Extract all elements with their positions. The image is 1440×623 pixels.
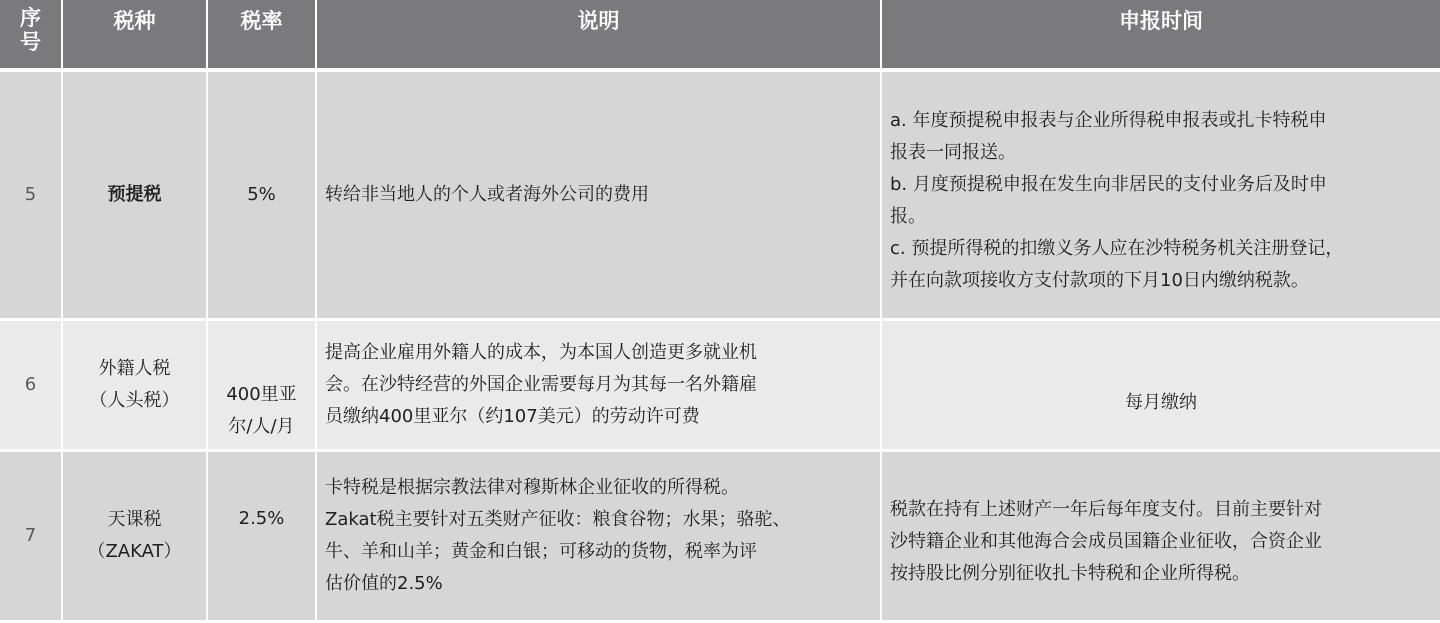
row-index: 5 bbox=[0, 70, 62, 319]
description-line: 估价值的2.5% bbox=[325, 572, 443, 594]
row-tax-type bbox=[62, 450, 207, 621]
table-row bbox=[0, 70, 1440, 319]
filing-time-line: 并在向款项接收方支付款项的下月10日内缴纳税款。 bbox=[890, 269, 1309, 291]
description-line: 员缴纳400里亚尔（约107美元）的劳动许可费 bbox=[325, 405, 700, 427]
table-row bbox=[0, 319, 1440, 450]
row-filing-time bbox=[881, 70, 1440, 319]
row-description bbox=[316, 450, 881, 621]
row-filing-time: 每月缴纳 bbox=[881, 319, 1440, 450]
filing-time-line: 沙特籍企业和其他海合会成员国籍企业征收，合资企业 bbox=[890, 531, 1322, 552]
row-index: 6 bbox=[0, 319, 62, 450]
row-description bbox=[316, 319, 881, 450]
header-description: 说明 bbox=[316, 0, 881, 70]
description-line: 提高企业雇用外籍人的成本，为本国人创造更多就业机 bbox=[325, 341, 757, 363]
description-line: Zakat税主要针对五类财产征收：粮食谷物；水果；骆驼、 bbox=[325, 508, 791, 530]
rate-line: 400里亚 bbox=[226, 383, 297, 405]
tax-type-line: 天课税 bbox=[107, 508, 162, 530]
row-index: 7 bbox=[0, 450, 62, 621]
filing-time-line: b. 月度预提税申报在发生向非居民的支付业务后及时申 bbox=[890, 173, 1327, 195]
header-index: 序号 bbox=[0, 0, 62, 70]
filing-time-line: c. 预提所得税的扣缴义务人应在沙特税务机关注册登记， bbox=[890, 237, 1344, 259]
filing-time-line: 按持股比例分别征收扎卡特税和企业所得税。 bbox=[890, 563, 1250, 584]
description-line: 牛、羊和山羊；黄金和白银；可移动的货物，税率为评 bbox=[325, 540, 757, 562]
description-line: 卡特税是根据宗教法律对穆斯林企业征收的所得税。 bbox=[325, 476, 739, 498]
filing-time-line: 报。 bbox=[890, 205, 926, 227]
description-line: 会。在沙特经营的外国企业需要每月为其每一名外籍雇 bbox=[325, 373, 757, 395]
row-rate: 2.5% bbox=[207, 450, 316, 621]
tax-type-line: （ZAKAT） bbox=[87, 540, 182, 562]
row-rate: 5% bbox=[207, 70, 316, 319]
rate-line: 尔/人/月 bbox=[228, 415, 295, 437]
filing-time-line: 税款在持有上述财产一年后每年度支付。目前主要针对 bbox=[890, 499, 1322, 520]
tax-type-line: 外籍人税 bbox=[98, 357, 171, 379]
row-description: 转给非当地人的个人或者海外公司的费用 bbox=[316, 70, 881, 319]
header-row bbox=[0, 0, 1440, 70]
row-tax-type bbox=[62, 319, 207, 450]
header-filing-time: 申报时间 bbox=[881, 0, 1440, 70]
tax-type-line: （人头税） bbox=[89, 389, 180, 411]
row-tax-type: 预提税 bbox=[62, 70, 207, 319]
row-rate bbox=[207, 319, 316, 450]
header-rate: 税率 bbox=[207, 0, 316, 70]
row-filing-time bbox=[881, 450, 1440, 621]
filing-time-line: 报表一同报送。 bbox=[890, 141, 1016, 163]
table-row bbox=[0, 450, 1440, 621]
filing-time-line: a. 年度预提税申报表与企业所得税申报表或扎卡特税申 bbox=[890, 109, 1327, 131]
header-tax-type: 税种 bbox=[62, 0, 207, 70]
